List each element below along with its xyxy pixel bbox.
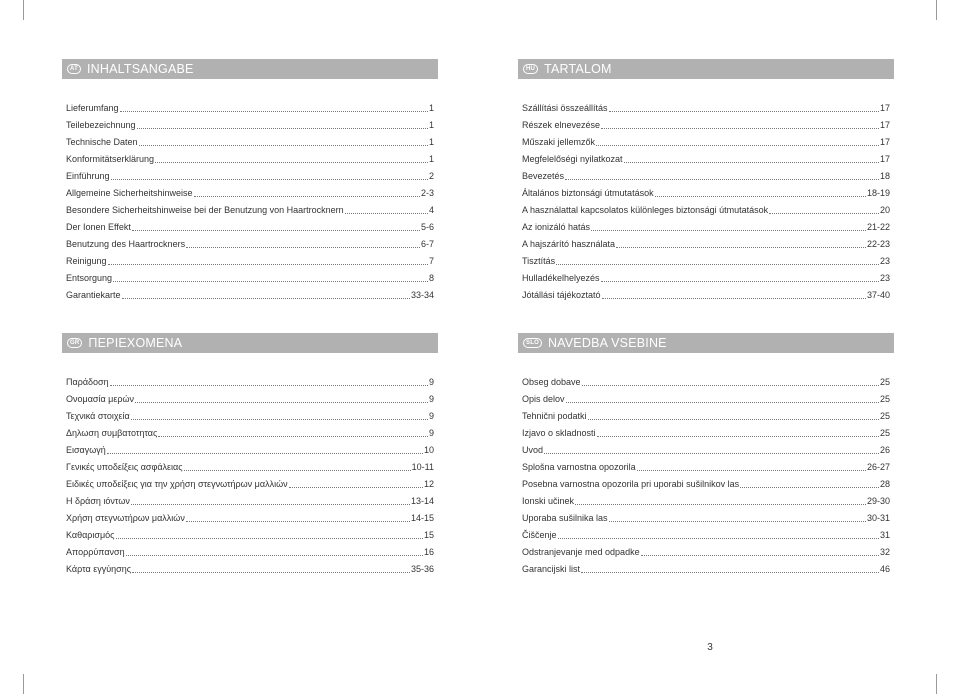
crop-mark-bottom-left (23, 674, 24, 694)
toc-entry (518, 134, 894, 151)
toc-entry-page: 1 (428, 120, 434, 130)
toc-entry-title: Καθαρισμός (66, 530, 115, 540)
toc-entry-page: 10-11 (411, 462, 434, 472)
dot-leader (186, 236, 420, 248)
dot-leader (289, 476, 423, 488)
toc-entry (518, 442, 894, 459)
section-header (62, 333, 438, 353)
toc-entry (518, 561, 894, 578)
dot-leader (110, 374, 428, 386)
toc-entry-title: Ionski učinek (522, 496, 575, 506)
toc-entry-title: Ονομασία μερών (66, 394, 134, 404)
dot-leader (597, 425, 879, 437)
toc-entry-title: Tisztítás (522, 256, 556, 266)
toc-entry-title: Hulladékelhelyezés (522, 273, 600, 283)
toc-entry-title: Κάρτα εγγύησης (66, 564, 132, 574)
toc-entry-page: 25 (879, 411, 890, 421)
page-number: 3 (707, 642, 713, 653)
toc-entry-title: Reinigung (66, 256, 107, 266)
toc-list (518, 100, 894, 304)
dot-leader (184, 459, 411, 471)
toc-entry-title: Technische Daten (66, 137, 138, 147)
toc-entry-page: 17 (879, 120, 890, 130)
toc-entry-title: Garancijski list (522, 564, 581, 574)
dot-leader (108, 253, 428, 265)
toc-section-slo (518, 333, 894, 578)
toc-entry-page: 7 (428, 256, 434, 266)
toc-entry-page: 4 (428, 205, 434, 215)
toc-entry-title: Γενικές υποδείξεις ασφάλειας (66, 462, 183, 472)
section-title: TARTALOM (544, 62, 612, 76)
dot-leader (120, 100, 428, 112)
toc-list (62, 374, 438, 578)
toc-entry-page: 30-31 (866, 513, 890, 523)
toc-entry-title: Allgemeine Sicherheitshinweise (66, 188, 193, 198)
toc-entry-title: Χρήση στεγνωτήρων μαλλιών (66, 513, 185, 523)
dot-leader (132, 219, 420, 231)
crop-mark-bottom-right (936, 674, 937, 694)
toc-entry-page: 25 (879, 428, 890, 438)
section-title: INHALTSANGABE (87, 62, 194, 76)
toc-entry (62, 459, 438, 476)
dot-leader (135, 391, 428, 403)
toc-entry-title: Műszaki jellemzők (522, 137, 596, 147)
dot-leader (581, 561, 879, 573)
toc-entry (62, 425, 438, 442)
dot-leader (624, 151, 879, 163)
toc-entry-title: Tehnični podatki (522, 411, 587, 421)
toc-entry-page: 20 (879, 205, 890, 215)
crop-mark-top-left (23, 0, 24, 20)
toc-entry-page: 26-27 (866, 462, 890, 472)
toc-entry-page: 9 (428, 428, 434, 438)
toc-entry (62, 168, 438, 185)
dot-leader (588, 408, 879, 420)
toc-entry (62, 134, 438, 151)
dot-leader (155, 151, 428, 163)
toc-entry (518, 100, 894, 117)
toc-entry-page: 23 (879, 273, 890, 283)
language-badge-hu: HU (523, 64, 538, 74)
toc-entry-page: 37-40 (866, 290, 890, 300)
toc-entry-title: Posebna varnostna opozorila pri uporabi sušilnikov las (522, 479, 740, 489)
dot-leader (139, 134, 428, 146)
toc-entry-title: Splošna varnostna opozorila (522, 462, 636, 472)
dot-leader (131, 408, 428, 420)
toc-entry-title: Odstranjevanje med odpadke (522, 547, 640, 557)
toc-entry (518, 287, 894, 304)
toc-section-at (62, 59, 438, 304)
section-header (518, 59, 894, 79)
dot-leader (113, 270, 428, 282)
toc-entry (62, 202, 438, 219)
dot-leader (602, 287, 866, 299)
toc-entry-page: 12 (423, 479, 434, 489)
toc-entry-page: 2-3 (420, 188, 434, 198)
toc-entry-page: 35-36 (410, 564, 434, 574)
toc-entry (518, 151, 894, 168)
toc-entry (518, 168, 894, 185)
dot-leader (596, 134, 879, 146)
toc-entry-title: Der Ionen Effekt (66, 222, 131, 232)
toc-entry (62, 151, 438, 168)
dot-leader (131, 493, 410, 505)
dot-leader (345, 202, 428, 214)
toc-entry-page: 26 (879, 445, 890, 455)
toc-entry-page: 9 (428, 377, 434, 387)
toc-entry (518, 253, 894, 270)
toc-entry-page: 15 (423, 530, 434, 540)
toc-entry-title: Εισαγωγή (66, 445, 106, 455)
toc-entry-title: Ειδικές υποδείξεις για την χρήση στεγνωτήρων μαλλιών (66, 479, 288, 489)
toc-entry-page: 46 (879, 564, 890, 574)
dot-leader (601, 270, 879, 282)
toc-entry-title: Einführung (66, 171, 110, 181)
dot-leader (194, 185, 420, 197)
toc-entry-title: Τεχνικά στοιχεία (66, 411, 130, 421)
toc-entry (62, 493, 438, 510)
toc-entry-page: 14-15 (410, 513, 434, 523)
toc-entry (518, 425, 894, 442)
toc-entry-page: 1 (428, 137, 434, 147)
toc-entry (62, 408, 438, 425)
toc-entry-page: 22-23 (866, 239, 890, 249)
dot-leader (186, 510, 410, 522)
section-header (518, 333, 894, 353)
toc-entry-page: 25 (879, 377, 890, 387)
dot-leader (769, 202, 879, 214)
language-badge-slo: SLO (523, 338, 542, 348)
toc-entry-title: Čiščenje (522, 530, 557, 540)
toc-entry-title: Απορρύπανση (66, 547, 125, 557)
toc-entry-title: Jótállási tájékoztató (522, 290, 601, 300)
toc-entry (62, 117, 438, 134)
toc-entry-page: 18 (879, 171, 890, 181)
toc-entry-title: Η δράση ιόντων (66, 496, 130, 506)
toc-entry-page: 16 (423, 547, 434, 557)
toc-entry-title: A használattal kapcsolatos különleges biztonsági útmutatások (522, 205, 769, 215)
dot-leader (616, 236, 866, 248)
section-title: ΠΕΡΙΕΧΟΜΕΝΑ (88, 336, 183, 350)
toc-entry-title: Besondere Sicherheitshinweise bei der Benutzung von Haartrocknern (66, 205, 344, 215)
section-title: NAVEDBA VSEBINE (547, 336, 667, 350)
toc-entry-page: 1 (428, 103, 434, 113)
toc-entry (518, 391, 894, 408)
toc-entry-title: Konformitätserklärung (66, 154, 155, 164)
toc-entry (518, 544, 894, 561)
toc-entry-page: 1 (428, 154, 434, 164)
section-header (62, 59, 438, 79)
toc-entry-title: Opis delov (522, 394, 565, 404)
dot-leader (116, 527, 423, 539)
toc-entry-page: 6-7 (420, 239, 434, 249)
toc-entry (62, 544, 438, 561)
dot-leader (126, 544, 423, 556)
toc-entry (62, 442, 438, 459)
dot-leader (158, 425, 428, 437)
dot-leader (609, 100, 879, 112)
toc-entry (518, 270, 894, 287)
toc-entry-page: 17 (879, 154, 890, 164)
toc-entry-title: Szállítási összeállítás (522, 103, 608, 113)
toc-entry (62, 476, 438, 493)
toc-entry (62, 561, 438, 578)
toc-entry-title: A hajszárító használata (522, 239, 616, 249)
dot-leader (558, 527, 879, 539)
toc-entry (518, 202, 894, 219)
dot-leader (544, 442, 879, 454)
toc-entry-page: 9 (428, 394, 434, 404)
dot-leader (556, 253, 879, 265)
toc-entry (62, 100, 438, 117)
toc-entry-title: Garantiekarte (66, 290, 121, 300)
toc-entry-page: 29-30 (866, 496, 890, 506)
toc-entry (518, 117, 894, 134)
toc-entry (518, 459, 894, 476)
toc-section-gr (62, 333, 438, 578)
toc-entry (62, 236, 438, 253)
dot-leader (641, 544, 879, 556)
toc-entry-page: 17 (879, 103, 890, 113)
dot-leader (566, 391, 879, 403)
dot-leader (637, 459, 866, 471)
dot-leader (122, 287, 410, 299)
dot-leader (565, 168, 879, 180)
toc-entry-title: Uvod (522, 445, 544, 455)
toc-entry-page: 10 (423, 445, 434, 455)
toc-entry (518, 374, 894, 391)
toc-entry-page: 21-22 (866, 222, 890, 232)
language-badge-at: AT (67, 64, 81, 74)
toc-list (62, 100, 438, 304)
dot-leader (582, 374, 879, 386)
toc-list (518, 374, 894, 578)
crop-mark-top-right (936, 0, 937, 20)
toc-entry (518, 493, 894, 510)
toc-entry-page: 18-19 (866, 188, 890, 198)
toc-entry-page: 8 (428, 273, 434, 283)
toc-entry-title: Általános biztonsági útmutatások (522, 188, 654, 198)
toc-entry-page: 9 (428, 411, 434, 421)
toc-entry-page: 31 (879, 530, 890, 540)
toc-entry-title: Megfelelőségi nyilatkozat (522, 154, 623, 164)
dot-leader (575, 493, 866, 505)
dot-leader (591, 219, 866, 231)
toc-entry-title: Entsorgung (66, 273, 113, 283)
toc-entry (518, 476, 894, 493)
toc-entry (62, 510, 438, 527)
toc-entry (62, 527, 438, 544)
toc-entry-title: Lieferumfang (66, 103, 119, 113)
toc-entry-page: 13-14 (410, 496, 434, 506)
dot-leader (601, 117, 879, 129)
toc-section-hu (518, 59, 894, 304)
toc-entry (518, 510, 894, 527)
toc-entry-page: 28 (879, 479, 890, 489)
toc-entry-page: 33-34 (410, 290, 434, 300)
toc-entry (62, 287, 438, 304)
toc-entry (518, 236, 894, 253)
dot-leader (137, 117, 428, 129)
toc-entry (62, 374, 438, 391)
toc-entry (62, 391, 438, 408)
toc-entry-page: 25 (879, 394, 890, 404)
toc-entry (518, 185, 894, 202)
dot-leader (740, 476, 879, 488)
toc-entry-title: Obseg dobave (522, 377, 581, 387)
toc-entry-title: Izjavo o skladnosti (522, 428, 596, 438)
toc-entry-title: Az ionizáló hatás (522, 222, 591, 232)
dot-leader (609, 510, 866, 522)
toc-entry-page: 5-6 (420, 222, 434, 232)
toc-entry-page: 17 (879, 137, 890, 147)
dot-leader (132, 561, 410, 573)
toc-entry-title: Részek elnevezése (522, 120, 601, 130)
language-badge-gr: GR (67, 338, 82, 348)
toc-entry-page: 23 (879, 256, 890, 266)
toc-entry (62, 253, 438, 270)
toc-entry-title: Bevezetés (522, 171, 565, 181)
toc-entry-page: 2 (428, 171, 434, 181)
toc-entry-title: Benutzung des Haartrockners (66, 239, 186, 249)
toc-entry-title: Δηλωση συμβατοτητας (66, 428, 158, 438)
toc-entry (62, 270, 438, 287)
toc-entry (518, 527, 894, 544)
toc-entry-page: 32 (879, 547, 890, 557)
toc-entry-title: Παράδοση (66, 377, 109, 387)
toc-entry-title: Uporaba sušilnika las (522, 513, 608, 523)
dot-leader (111, 168, 428, 180)
toc-entry (62, 219, 438, 236)
toc-entry (518, 408, 894, 425)
dot-leader (655, 185, 866, 197)
toc-entry-title: Teilebezeichnung (66, 120, 136, 130)
toc-entry (518, 219, 894, 236)
dot-leader (107, 442, 423, 454)
toc-entry (62, 185, 438, 202)
